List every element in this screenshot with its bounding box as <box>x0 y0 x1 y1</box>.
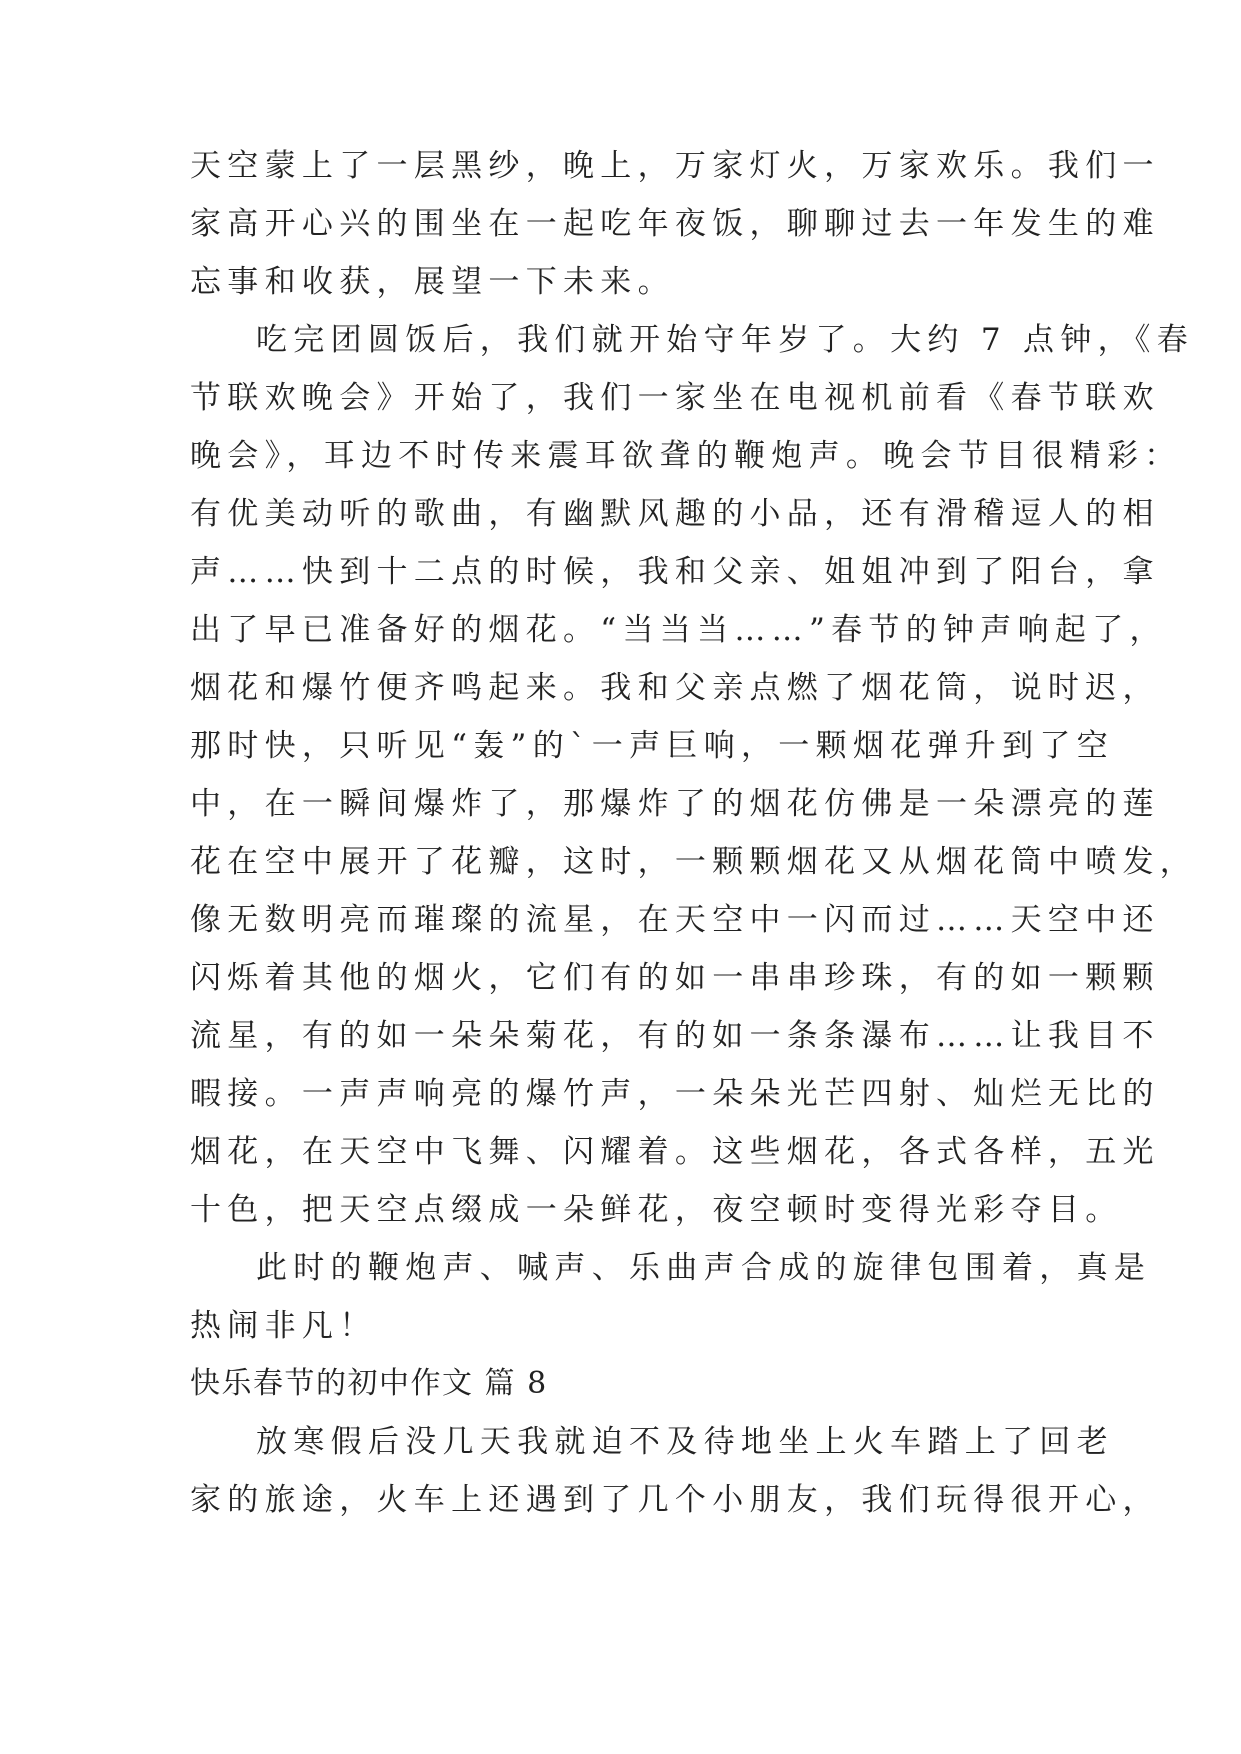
text-line: 十色，把天空点缀成一朵鲜花，夜空顿时变得光彩夺目。 <box>190 1192 1123 1228</box>
text-line: 流星，有的如一朵朵菊花，有的如一条条瀑布……让我目不 <box>190 1018 1160 1054</box>
text-line: 像无数明亮而璀璨的流星，在天空中一闪而过……天空中还 <box>190 902 1160 938</box>
text-line: 暇接。一声声响亮的爆竹声，一朵朵光芒四射、灿烂无比的 <box>190 1076 1160 1112</box>
text-line: 出了早已准备好的烟花。“当当当……”春节的钟声响起了， <box>190 612 1167 648</box>
text-line: 家高开心兴的围坐在一起吃年夜饭，聊聊过去一年发生的难 <box>190 206 1160 242</box>
paragraph-first-line: 放寒假后没几天我就迫不及待地坐上火车踏上了回老 <box>256 1424 1114 1460</box>
text-line: 晚会》，耳边不时传来震耳欲聋的鞭炮声。晚会节目很精彩： <box>190 438 1182 474</box>
text-line: 烟花，在天空中飞舞、闪耀着。这些烟花，各式各样，五光 <box>190 1134 1160 1170</box>
text-line: 节联欢晚会》开始了，我们一家坐在电视机前看《春节联欢 <box>190 380 1160 416</box>
paragraph-first-line: 吃完团圆饭后，我们就开始守年岁了。大约 7 点钟，《春 <box>256 322 1195 358</box>
text-line: 热闹非凡！ <box>190 1308 377 1344</box>
text-line: 声……快到十二点的时候，我和父亲、姐姐冲到了阳台，拿 <box>190 554 1160 590</box>
text-line: 那时快，只听见“轰”的`一声巨响，一颗烟花弹升到了空 <box>190 728 1114 764</box>
text-line: 花在空中展开了花瓣，这时，一颗颗烟花又从烟花筒中喷发， <box>190 844 1198 880</box>
text-line: 有优美动听的歌曲，有幽默风趣的小品，还有滑稽逗人的相 <box>190 496 1160 532</box>
section-heading: 快乐春节的初中作文 篇 8 <box>190 1366 548 1401</box>
text-line: 家的旅途，火车上还遇到了几个小朋友，我们玩得很开心， <box>190 1482 1160 1518</box>
text-line: 忘事和收获，展望一下未来。 <box>190 264 675 300</box>
text-line: 烟花和爆竹便齐鸣起来。我和父亲点燃了烟花筒，说时迟， <box>190 670 1160 706</box>
text-line: 天空蒙上了一层黑纱，晚上，万家灯火，万家欢乐。我们一 <box>190 148 1160 184</box>
text-line: 闪烁着其他的烟火，它们有的如一串串珍珠，有的如一颗颗 <box>190 960 1160 996</box>
text-line: 中，在一瞬间爆炸了，那爆炸了的烟花仿佛是一朵漂亮的莲 <box>190 786 1160 822</box>
paragraph-first-line: 此时的鞭炮声、喊声、乐曲声合成的旋律包围着，真是 <box>256 1250 1152 1286</box>
